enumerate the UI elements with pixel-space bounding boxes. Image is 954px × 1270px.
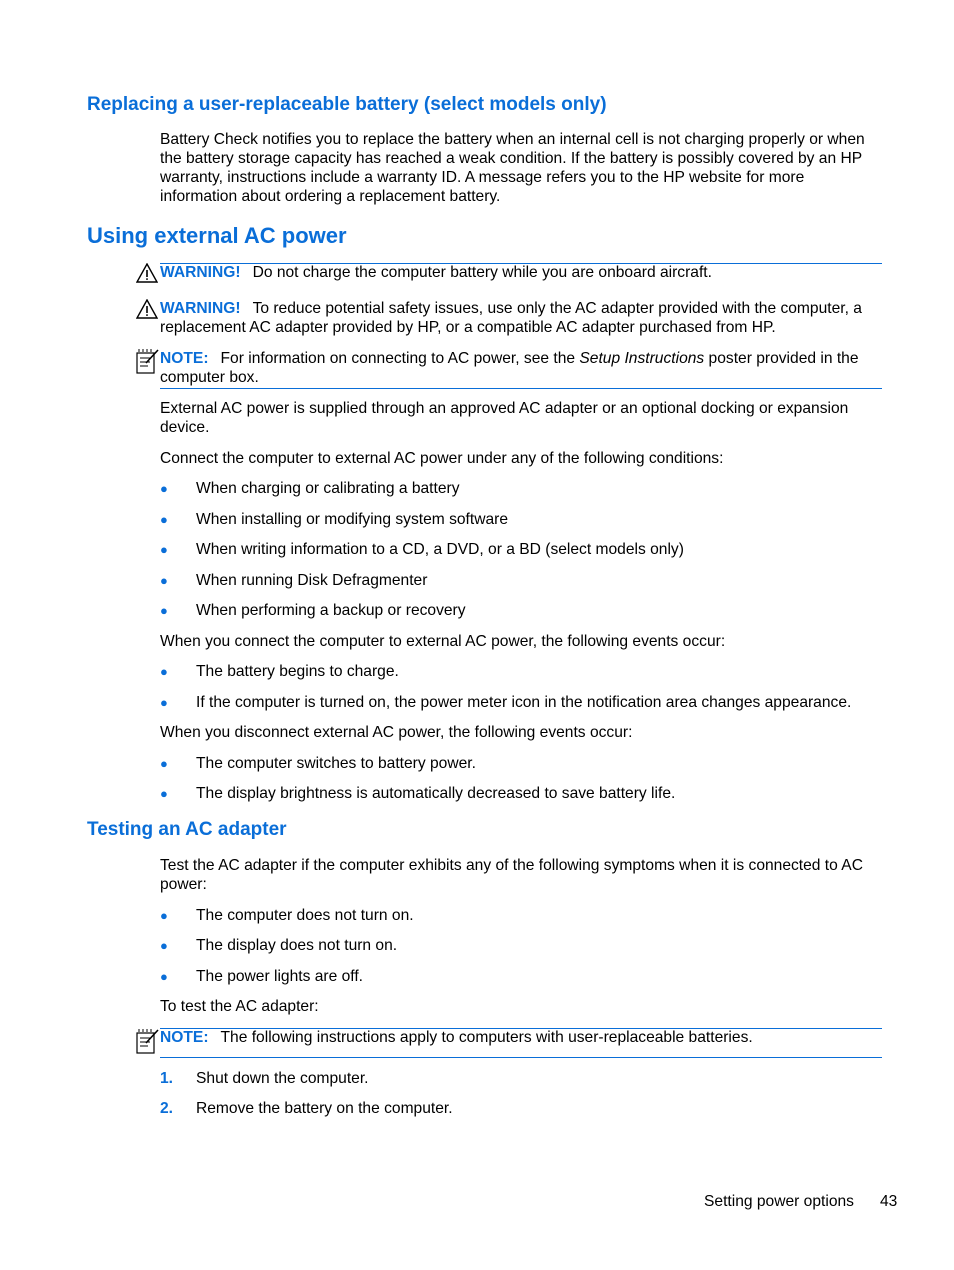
list-item: The battery begins to charge. [196, 663, 399, 680]
bullet-icon: ● [160, 603, 168, 618]
list-item: If the computer is turned on, the power meter icon in the notification area changes appearance. [196, 694, 852, 711]
note-text-after: poster provided in the computer box. [160, 350, 859, 386]
bullet-icon: ● [160, 512, 168, 527]
warning-callout-adapter [160, 299, 882, 337]
step-text: Shut down the computer. [196, 1070, 369, 1087]
warning-icon [136, 263, 158, 283]
list-item: When writing information to a CD, a DVD, or a BD (select models only) [196, 541, 684, 558]
paragraph-test-symptoms: Test the AC adapter if the computer exhibits any of the following symptoms when it is connected to AC power: [160, 857, 863, 893]
warning-callout-aircraft [160, 263, 882, 282]
paragraph-connect-events: When you connect the computer to external AC power, the following events occur: [160, 633, 726, 650]
footer-page-number: 43 [880, 1193, 898, 1210]
bullet-icon: ● [160, 573, 168, 588]
paragraph-to-test: To test the AC adapter: [160, 998, 319, 1015]
bullet-icon: ● [160, 664, 168, 679]
warning-text: To reduce potential safety issues, use only the AC adapter provided with the computer, a replacement AC adapter provided by HP, or a compatible AC adapter purchased from HP. [160, 300, 862, 336]
chapter-heading-external-ac-power: Using external AC power [87, 223, 347, 248]
note-rule-bottom [160, 1057, 882, 1058]
bullet-icon: ● [160, 786, 168, 801]
bullet-icon: ● [160, 756, 168, 771]
list-item: The display brightness is automatically decreased to save battery life. [196, 785, 676, 802]
warning-label: WARNING! [160, 264, 241, 281]
bullet-icon: ● [160, 695, 168, 710]
note-text-before: For information on connecting to AC power, see the [220, 350, 580, 367]
section-heading-replacing-battery: Replacing a user-replaceable battery (select models only) [87, 94, 607, 115]
note-label: NOTE: [160, 1029, 209, 1046]
step-number: 2. [160, 1100, 174, 1117]
note-icon [136, 1028, 160, 1054]
bullet-icon: ● [160, 938, 168, 953]
list-item: When installing or modifying system software [196, 511, 508, 528]
list-item: The display does not turn on. [196, 937, 398, 954]
step-text: Remove the battery on the computer. [196, 1100, 453, 1117]
paragraph-external-ac: External AC power is supplied through an approved AC adapter or an optional docking or expansion device. [160, 400, 849, 436]
note-callout-setup [160, 349, 882, 387]
list-item: When performing a backup or recovery [196, 602, 466, 619]
list-item: The power lights are off. [196, 968, 364, 985]
bullet-icon: ● [160, 481, 168, 496]
warning-text: Do not charge the computer battery while you are onboard aircraft. [252, 264, 712, 281]
note-rule-bottom [160, 388, 882, 389]
paragraph-battery-check: Battery Check notifies you to replace the battery when an internal cell is not charging properly or when the battery storage capacity has reached a weak condition. If the battery is possibly covered by an HP warranty, instructions include a warranty ID. A message refers you to the HP website for more information about ordering a replacement battery. [160, 131, 865, 205]
note-text-italic: Setup Instructions [579, 350, 705, 367]
paragraph-disconnect-events: When you disconnect external AC power, the following events occur: [160, 724, 633, 741]
note-callout-user-replaceable [160, 1028, 882, 1047]
list-item: When running Disk Defragmenter [196, 572, 428, 589]
paragraph-connect-conditions: Connect the computer to external AC power under any of the following conditions: [160, 450, 724, 467]
section-heading-testing-adapter: Testing an AC adapter [87, 819, 287, 840]
note-label: NOTE: [160, 350, 209, 367]
bullet-icon: ● [160, 908, 168, 923]
warning-label: WARNING! [160, 300, 241, 317]
bullet-icon: ● [160, 969, 168, 984]
warning-icon [136, 299, 158, 319]
list-item: When charging or calibrating a battery [196, 480, 460, 497]
list-item: The computer does not turn on. [196, 907, 414, 924]
step-number: 1. [160, 1070, 174, 1087]
footer-section-title: Setting power options [704, 1193, 854, 1210]
bullet-icon: ● [160, 542, 168, 557]
list-item: The computer switches to battery power. [196, 755, 476, 772]
note-text: The following instructions apply to computers with user-replaceable batteries. [220, 1029, 753, 1046]
note-icon [136, 348, 160, 374]
